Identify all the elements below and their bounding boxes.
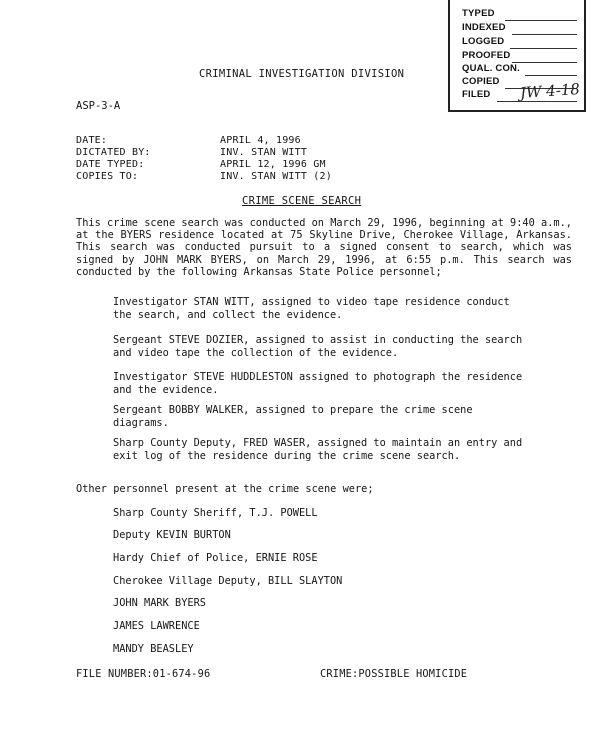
meta-label-date: DATE: (76, 135, 108, 146)
meta-value-typed: APRIL 12, 1996 GM (220, 159, 326, 170)
stamp-qual-con: QUAL. CON. (462, 63, 520, 74)
stamp-rule (497, 101, 577, 102)
stamp-rule (525, 75, 577, 76)
stamp-proofed: PROOFED (462, 50, 511, 61)
stamp-rule (510, 48, 577, 49)
personnel-item: Sharp County Sheriff, T.J. POWELL (113, 507, 318, 519)
assignment-item: Sharp County Deputy, FRED WASER, assigned to maintain an entry and exit log of the residence during the crime scene search. (113, 437, 523, 462)
stamp-typed: TYPED (462, 8, 495, 19)
division-title: CRIMINAL INVESTIGATION DIVISION (199, 68, 405, 80)
file-number: FILE NUMBER:01-674-96 (76, 668, 211, 680)
stamp-rule (505, 20, 577, 21)
other-personnel-intro: Other personnel present at the crime scene were; (76, 483, 374, 495)
stamp-filed: FILED (462, 89, 491, 100)
meta-value-date: APRIL 4, 1996 (220, 135, 301, 146)
personnel-item: Hardy Chief of Police, ERNIE ROSE (113, 552, 318, 564)
assignment-item: Investigator STEVE HUDDLESTON assigned to photograph the residence and the evidence. (113, 371, 523, 396)
personnel-item: JOHN MARK BYERS (113, 597, 206, 609)
stamp-indexed: INDEXED (462, 22, 506, 33)
meta-label-typed: DATE TYPED: (76, 159, 145, 170)
meta-label-dictated: DICTATED BY: (76, 147, 151, 158)
meta-value-copies: INV. STAN WITT (2) (220, 171, 332, 182)
meta-label-copies: COPIES TO: (76, 171, 139, 182)
intro-paragraph: This crime scene search was conducted on March 29, 1996, beginning at 9:40 a.m., at the BYERS residence located at 75 Skyline Drive, Cherokee Village, Arkansas. This search was conducted pursuit to a signed consent to search, which was signed by JOHN MARK BYERS, on March 29, 1996, at 6:55 p.m. This search was conducted by the following Arkansas State Police personnel; (76, 217, 572, 278)
assignment-item: Sergeant STEVE DOZIER, assigned to assist in conducting the search and video tape the collection of the evidence. (113, 334, 523, 359)
meta-value-dictated: INV. STAN WITT (220, 147, 308, 158)
initials-signature: JW 4-18 (519, 79, 581, 103)
form-code: ASP-3-A (76, 100, 121, 112)
personnel-item: Cherokee Village Deputy, BILL SLAYTON (113, 575, 343, 587)
stamp-rule (512, 62, 577, 63)
assignment-item: Sergeant BOBBY WALKER, assigned to prepare the crime scene diagrams. (113, 404, 473, 429)
section-heading: CRIME SCENE SEARCH (242, 195, 362, 207)
crime-type: CRIME:POSSIBLE HOMICIDE (320, 668, 468, 680)
personnel-item: Deputy KEVIN BURTON (113, 529, 231, 541)
assignment-item: Investigator STAN WITT, assigned to video tape residence conduct the search, and collect the evidence. (113, 296, 510, 321)
stamp-rule (512, 34, 577, 35)
personnel-item: MANDY BEASLEY (113, 643, 194, 655)
stamp-copied: COPIED (462, 76, 500, 87)
personnel-item: JAMES LAWRENCE (113, 620, 200, 632)
stamp-logged: LOGGED (462, 36, 505, 47)
